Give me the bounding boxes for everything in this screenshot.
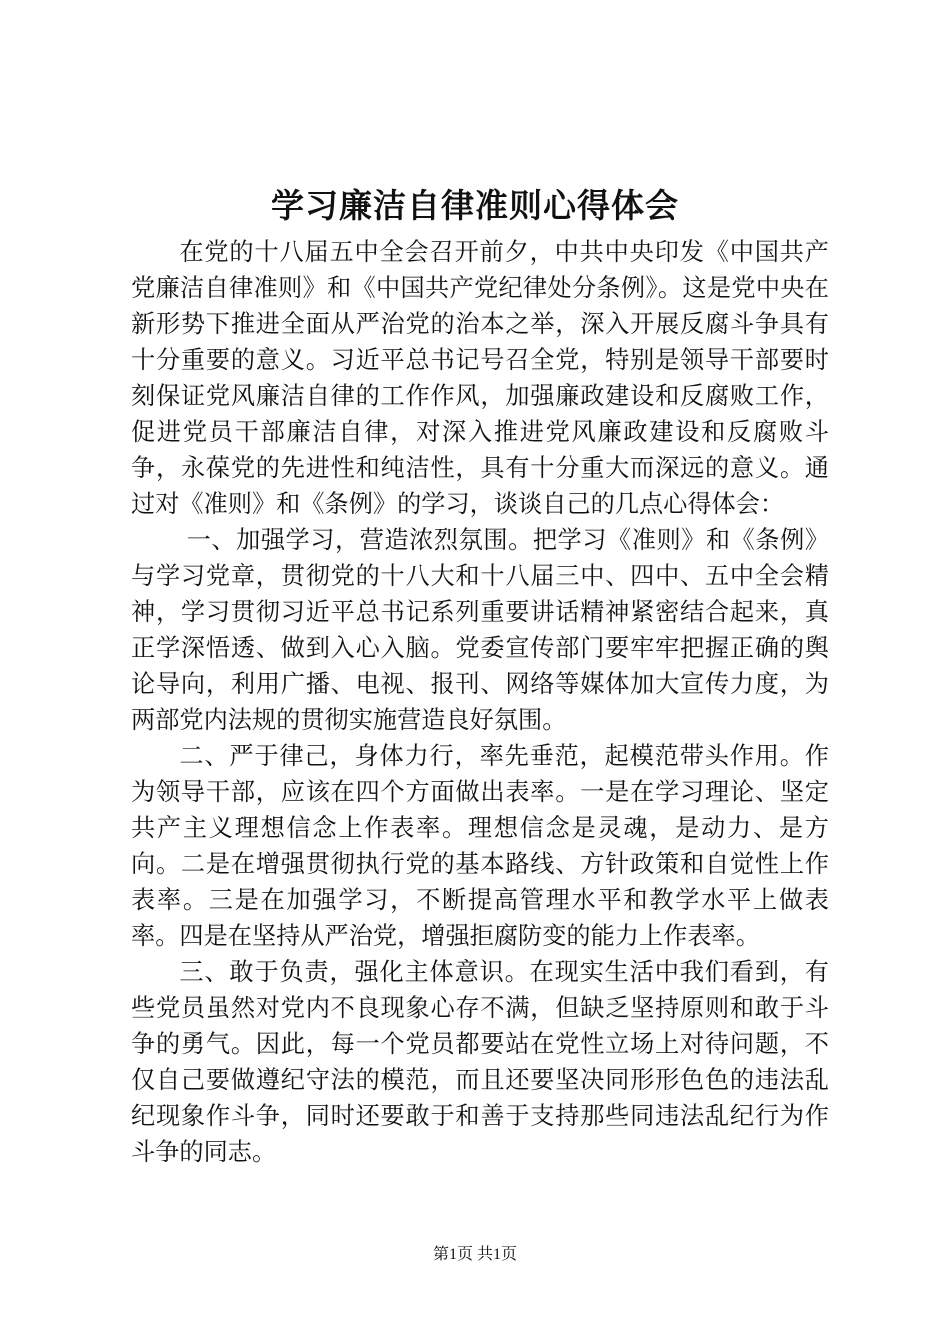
paragraph-section-2: 二、严于律己，身体力行，率先垂范，起模范带头作用。作为领导干部，应该在四个方面做出表率。一是在学习理论、坚定共产主义理想信念上作表率。理想信念是灵魂，是动力、是方向。二是在增强贯彻执行党的基本路线、方针政策和自觉性上作表率。三是在加强学习，不断提高管理水平和教学水平上做表率。四是在坚持从严治党，增强拒腐防变的能力上作表率。 (131, 742, 829, 950)
paragraph-section-3: 三、敢于负责，强化主体意识。在现实生活中我们看到，有些党员虽然对党内不良现象心存不满，但缺乏坚持原则和敢于斗争的勇气。因此，每一个党员都要站在党性立场上对待问题，不仅自己要做遵纪守法的模范，而且还要坚决同形形色色的违法乱纪现象作斗争，同时还要敢于和善于支持那些同违法乱纪行为作斗争的同志。 (131, 958, 829, 1166)
document-body (131, 234, 829, 1170)
page-footer: 第1页 共1页 (432, 1246, 517, 1263)
paragraph-intro: 在党的十八届五中全会召开前夕，中共中央印发《中国共产党廉洁自律准则》和《中国共产党纪律处分条例》。这是党中央在新形势下推进全面从严治党的治本之举，深入开展反腐斗争具有十分重要的意义。习近平总书记号召全党，特别是领导干部要时刻保证党风廉洁自律的工作作风，加强廉政建设和反腐败工作，促进党员干部廉洁自律，对深入推进党风廉政建设和反腐败斗争，永葆党的先进性和纯洁性，具有十分重大而深远的意义。通过对《准则》和《条例》的学习，谈谈自己的几点心得体会： (131, 238, 829, 518)
paragraph-section-1: 一、加强学习，营造浓烈氛围。把学习《准则》和《条例》与学习党章，贯彻党的十八大和十八届三中、四中、五中全会精神，学习贯彻习近平总书记系列重要讲话精神紧密结合起来，真正学深悟透、做到入心入脑。党委宣传部门要牢牢把握正确的舆论导向，利用广播、电视、报刊、网络等媒体加大宣传力度，为两部党内法规的贯彻实施营造良好氛围。 (131, 526, 829, 734)
document-title: 学习廉洁自律准则心得体会 (271, 186, 679, 225)
